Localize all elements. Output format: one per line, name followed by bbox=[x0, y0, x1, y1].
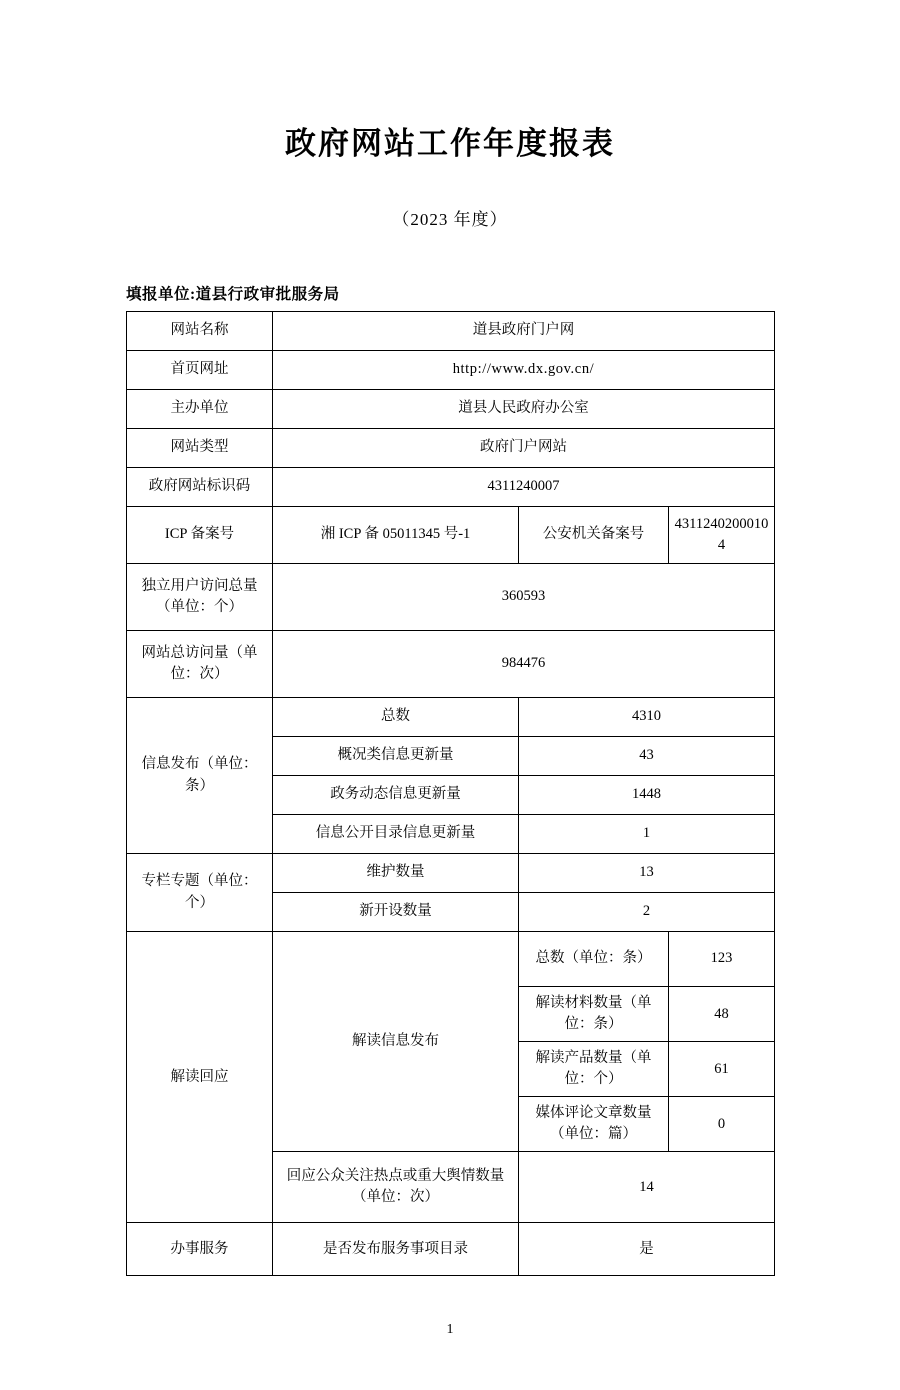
table-row bbox=[127, 564, 775, 631]
unique-visitors-value: 360593 bbox=[273, 564, 775, 631]
info-publish-row-value: 1448 bbox=[519, 776, 775, 815]
interpretation-row-name: 总数（单位：条） bbox=[519, 932, 669, 987]
service-directory-label: 是否发布服务事项目录 bbox=[273, 1223, 519, 1276]
interpretation-row-value: 48 bbox=[669, 987, 775, 1042]
site-code-label: 政府网站标识码 bbox=[127, 468, 273, 507]
column-row-name: 新开设数量 bbox=[273, 893, 519, 932]
table-row bbox=[127, 932, 775, 987]
icp-label: ICP 备案号 bbox=[127, 507, 273, 564]
table-row bbox=[127, 351, 775, 390]
table-row bbox=[127, 390, 775, 429]
site-name-value: 道县政府门户网 bbox=[273, 312, 775, 351]
police-value: 43112402000104 bbox=[669, 507, 775, 564]
table-row bbox=[127, 1223, 775, 1276]
table-row bbox=[127, 854, 775, 893]
document-page bbox=[0, 118, 900, 1390]
info-publish-row-value: 1 bbox=[519, 815, 775, 854]
annual-report-table bbox=[126, 311, 775, 1276]
site-code-value: 4311240007 bbox=[273, 468, 775, 507]
interpretation-row-name: 媒体评论文章数量（单位：篇） bbox=[519, 1097, 669, 1152]
homepage-value: http://www.dx.gov.cn/ bbox=[273, 351, 775, 390]
interpretation-publish-label: 解读信息发布 bbox=[273, 932, 519, 1152]
sponsor-value: 道县人民政府办公室 bbox=[273, 390, 775, 429]
site-name-label: 网站名称 bbox=[127, 312, 273, 351]
total-visits-value: 984476 bbox=[273, 631, 775, 698]
info-publish-row-value: 43 bbox=[519, 737, 775, 776]
page-number: 1 bbox=[446, 1322, 454, 1337]
info-publish-row-name: 信息公开目录信息更新量 bbox=[273, 815, 519, 854]
info-publish-label: 信息发布（单位：条） bbox=[127, 698, 273, 854]
interpretation-row-value: 0 bbox=[669, 1097, 775, 1152]
page-title: 政府网站工作年度报表 bbox=[285, 126, 615, 161]
info-publish-row-value: 4310 bbox=[519, 698, 775, 737]
response-hot-label: 回应公众关注热点或重大舆情数量（单位：次） bbox=[273, 1152, 519, 1223]
site-type-value: 政府门户网站 bbox=[273, 429, 775, 468]
column-row-value: 2 bbox=[519, 893, 775, 932]
response-hot-value: 14 bbox=[519, 1152, 775, 1223]
table-row bbox=[127, 698, 775, 737]
service-label: 办事服务 bbox=[127, 1223, 273, 1276]
column-row-name: 维护数量 bbox=[273, 854, 519, 893]
table-row bbox=[127, 631, 775, 698]
table-row bbox=[127, 312, 775, 351]
reporting-unit: 填报单位:道县行政审批服务局 bbox=[126, 286, 340, 303]
interpretation-label: 解读回应 bbox=[127, 932, 273, 1223]
icp-value: 湘 ICP 备 05011345 号-1 bbox=[273, 507, 519, 564]
column-row-value: 13 bbox=[519, 854, 775, 893]
site-type-label: 网站类型 bbox=[127, 429, 273, 468]
interpretation-row-name: 解读产品数量（单位：个） bbox=[519, 1042, 669, 1097]
table-row bbox=[127, 507, 775, 564]
interpretation-row-value: 123 bbox=[669, 932, 775, 987]
info-publish-row-name: 概况类信息更新量 bbox=[273, 737, 519, 776]
table-row bbox=[127, 429, 775, 468]
police-label: 公安机关备案号 bbox=[519, 507, 669, 564]
unique-visitors-label: 独立用户访问总量（单位：个） bbox=[127, 564, 273, 631]
column-label: 专栏专题（单位：个） bbox=[127, 854, 273, 932]
total-visits-label: 网站总访问量（单位：次） bbox=[127, 631, 273, 698]
homepage-label: 首页网址 bbox=[127, 351, 273, 390]
page-subtitle: （2023 年度） bbox=[392, 210, 508, 229]
sponsor-label: 主办单位 bbox=[127, 390, 273, 429]
interpretation-row-name: 解读材料数量（单位：条） bbox=[519, 987, 669, 1042]
info-publish-row-name: 政务动态信息更新量 bbox=[273, 776, 519, 815]
interpretation-row-value: 61 bbox=[669, 1042, 775, 1097]
info-publish-row-name: 总数 bbox=[273, 698, 519, 737]
table-row bbox=[127, 468, 775, 507]
service-directory-value: 是 bbox=[519, 1223, 775, 1276]
